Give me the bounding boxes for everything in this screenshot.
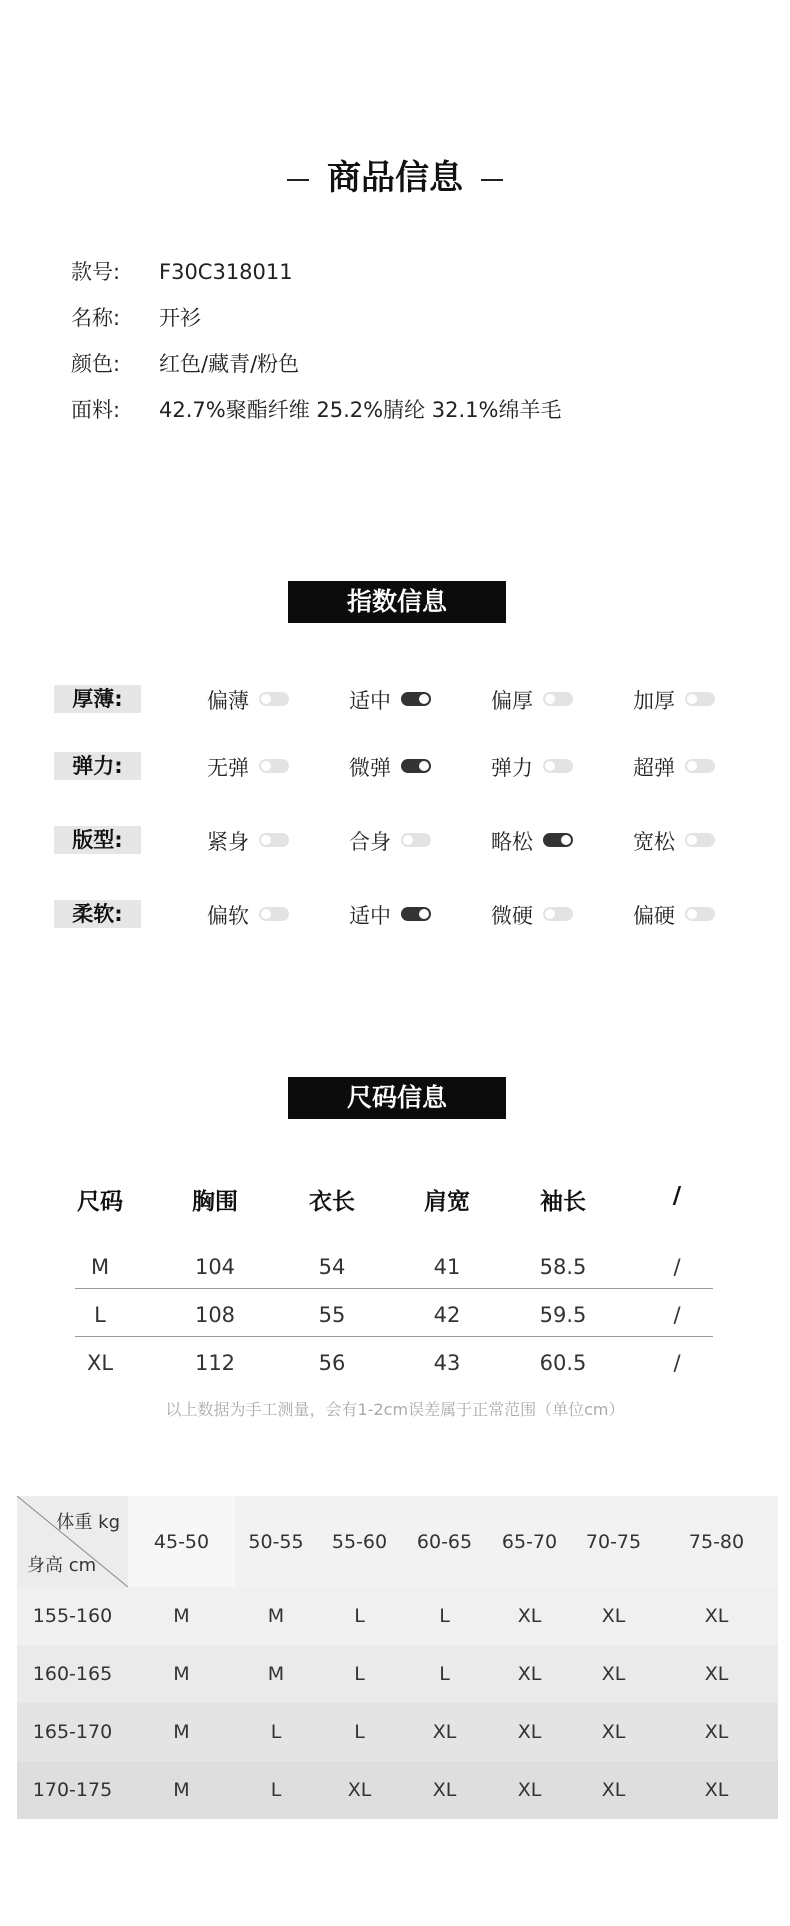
size-cell: / (673, 1255, 681, 1279)
toggle-knob (545, 909, 555, 919)
index-option-label: 适中 (349, 904, 391, 928)
size-cell: 54 (318, 1255, 346, 1279)
recommended-size: M (173, 1605, 190, 1627)
toggle-knob (419, 761, 429, 771)
size-cell: 56 (318, 1351, 346, 1375)
toggle-switch[interactable] (543, 692, 573, 706)
recommended-size: L (354, 1721, 365, 1743)
toggle-switch[interactable] (259, 692, 289, 706)
info-label: 名称: (71, 306, 121, 330)
recommended-size: XL (704, 1721, 729, 1743)
recommended-size: XL (517, 1779, 542, 1801)
index-option-label: 弹力 (491, 756, 533, 780)
recommended-size: XL (601, 1605, 626, 1627)
recommended-size: M (267, 1605, 285, 1627)
size-column-header: 衣长 (309, 1189, 355, 1215)
index-option-label: 紧身 (207, 830, 249, 854)
recommended-size: L (354, 1605, 365, 1627)
recommended-size: XL (517, 1605, 542, 1627)
recommended-size: XL (704, 1605, 729, 1627)
toggle-knob (261, 761, 271, 771)
weight-range: 50-55 (248, 1530, 304, 1553)
height-range: 160-165 (32, 1663, 113, 1685)
recommended-size: M (173, 1663, 190, 1685)
recommended-size: XL (432, 1779, 457, 1801)
weight-header-row (17, 1496, 778, 1587)
corner-weight-label: 体重 kg (56, 1512, 120, 1533)
recommended-size: M (173, 1779, 190, 1801)
size-cell: M (90, 1255, 110, 1279)
weight-height-table (17, 1496, 778, 1819)
toggle-knob (687, 694, 697, 704)
toggle-knob (687, 835, 697, 845)
index-info-banner: 指数信息 (288, 581, 506, 623)
row-divider (75, 1336, 713, 1337)
toggle-switch[interactable] (259, 759, 289, 773)
recommended-size: L (439, 1663, 450, 1685)
size-cell: 108 (194, 1303, 236, 1327)
info-value: F30C318011 (159, 260, 293, 284)
index-option-label: 加厚 (633, 689, 675, 713)
recommended-size: XL (517, 1663, 542, 1685)
toggle-switch[interactable] (259, 907, 289, 921)
info-row-style-number (71, 256, 293, 286)
info-label: 颜色: (71, 352, 121, 376)
index-label: 弹力: (54, 752, 141, 780)
toggle-knob (419, 694, 429, 704)
index-option-label: 偏硬 (633, 904, 675, 928)
product-info-title (0, 150, 790, 199)
weight-range: 75-80 (688, 1530, 745, 1553)
size-cell: L (94, 1303, 106, 1327)
recommended-size: XL (704, 1779, 729, 1801)
index-option-label: 超弹 (633, 756, 675, 780)
size-cell: 59.5 (539, 1303, 587, 1327)
toggle-knob (561, 835, 571, 845)
size-column-header: 尺码 (77, 1189, 123, 1215)
row-divider (75, 1288, 713, 1289)
size-cell: 41 (433, 1255, 461, 1279)
index-option-label: 略松 (491, 830, 533, 854)
index-option-label: 偏厚 (491, 689, 533, 713)
title-dash-left (287, 179, 309, 181)
toggle-switch[interactable] (259, 833, 289, 847)
toggle-switch[interactable] (685, 907, 715, 921)
toggle-switch[interactable] (685, 692, 715, 706)
toggle-switch[interactable] (543, 759, 573, 773)
toggle-switch[interactable] (685, 759, 715, 773)
weight-range: 45-50 (128, 1496, 235, 1587)
size-cell: 60.5 (539, 1351, 587, 1375)
index-option-label: 偏软 (207, 904, 249, 928)
corner-cell (17, 1496, 128, 1587)
toggle-knob (261, 909, 271, 919)
toggle-switch[interactable] (543, 907, 573, 921)
title-dash-right (481, 179, 503, 181)
toggle-switch[interactable] (401, 833, 431, 847)
index-option-label: 偏薄 (207, 689, 249, 713)
info-row-color (71, 348, 299, 378)
size-cell: 42 (433, 1303, 461, 1327)
info-value: 42.7%聚酯纤维 25.2%腈纶 32.1%绵羊毛 (159, 398, 562, 422)
corner-height-label: 身高 cm (27, 1555, 97, 1576)
toggle-switch[interactable] (543, 833, 573, 847)
info-value: 开衫 (159, 306, 201, 330)
recommended-size: M (267, 1663, 285, 1685)
size-cell: 43 (433, 1351, 461, 1375)
info-row-name (71, 302, 201, 332)
toggle-switch[interactable] (401, 759, 431, 773)
info-row-fabric (71, 394, 562, 424)
weight-range: 55-60 (331, 1530, 388, 1553)
index-option-label: 微硬 (491, 904, 533, 928)
height-range: 155-160 (32, 1605, 113, 1627)
toggle-knob (545, 694, 555, 704)
size-cell: 112 (194, 1351, 236, 1375)
index-option-label: 无弹 (207, 756, 249, 780)
toggle-knob (545, 761, 555, 771)
recommended-size: XL (601, 1721, 626, 1743)
index-label: 厚薄: (54, 685, 141, 713)
recommended-size: XL (432, 1721, 457, 1743)
index-option-label: 宽松 (633, 830, 675, 854)
index-label: 柔软: (54, 900, 141, 928)
index-label: 版型: (54, 826, 141, 854)
toggle-knob (687, 909, 697, 919)
recommended-size: XL (347, 1779, 372, 1801)
info-label: 款号: (71, 260, 121, 284)
recommended-size: XL (601, 1663, 626, 1685)
recommended-size: L (439, 1605, 450, 1627)
size-info-banner: 尺码信息 (288, 1077, 506, 1119)
toggle-knob (261, 694, 271, 704)
info-value: 红色/藏青/粉色 (159, 352, 300, 376)
toggle-knob (419, 909, 429, 919)
size-cell: XL (86, 1351, 114, 1375)
height-row (17, 1645, 778, 1703)
recommended-size: XL (517, 1721, 542, 1743)
recommended-size: XL (704, 1663, 729, 1685)
height-range: 170-175 (32, 1779, 113, 1801)
toggle-knob (403, 835, 413, 845)
size-cell: / (673, 1351, 681, 1375)
toggle-switch[interactable] (401, 692, 431, 706)
toggle-switch[interactable] (401, 907, 431, 921)
size-column-header: / (672, 1183, 682, 1209)
weight-range: 70-75 (585, 1530, 642, 1553)
toggle-knob (261, 835, 271, 845)
index-option-label: 微弹 (349, 756, 391, 780)
size-column-header: 袖长 (540, 1189, 586, 1215)
height-range: 165-170 (32, 1721, 113, 1743)
recommended-size: XL (601, 1779, 626, 1801)
weight-range: 60-65 (416, 1530, 473, 1553)
size-column-header: 胸围 (192, 1189, 238, 1215)
recommended-size: M (173, 1721, 190, 1743)
index-option-label: 合身 (349, 830, 391, 854)
index-option-label: 适中 (349, 689, 391, 713)
height-row (17, 1703, 778, 1761)
weight-range: 65-70 (501, 1530, 558, 1553)
size-note: 以上数据为手工测量，会有1-2cm误差属于正常范围（单位cm） (165, 1400, 625, 1419)
recommended-size: L (354, 1663, 365, 1685)
recommended-size: L (270, 1779, 282, 1801)
recommended-size: L (270, 1721, 282, 1743)
height-row (17, 1587, 778, 1645)
size-cell: / (673, 1303, 681, 1327)
product-info-title-text: 商品信息 (327, 158, 463, 198)
info-label: 面料: (71, 398, 121, 422)
size-cell: 55 (318, 1303, 346, 1327)
height-row (17, 1761, 778, 1819)
size-cell: 104 (194, 1255, 236, 1279)
size-cell: 58.5 (539, 1255, 587, 1279)
toggle-switch[interactable] (685, 833, 715, 847)
toggle-knob (687, 761, 697, 771)
size-column-header: 肩宽 (424, 1189, 470, 1215)
